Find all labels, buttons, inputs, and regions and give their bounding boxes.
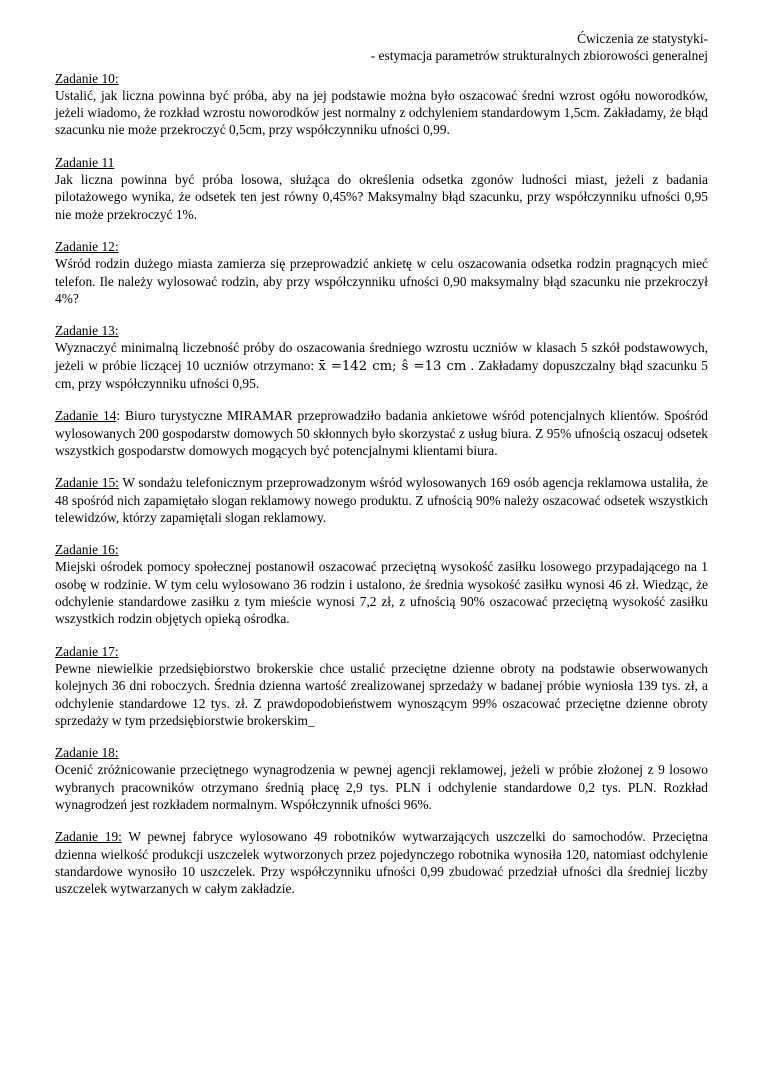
task-13 (55, 322, 708, 392)
task-14-heading-colon: : (116, 408, 121, 424)
task-12-body: Wśród rodzin dużego miasta zamierza się przeprowadzić ankietę w celu oszacowania odsetka rodzin pragnących mieć telefon. Ile należy wylosować rodzin, aby przy współczynniku ufności 0,90 maksymalny błąd szacunku nie przekroczył 4%? (55, 256, 708, 306)
task-18-body: Ocenić zróżnicowanie przeciętnego wynagrodzenia w pewnej agencji reklamowej, jeżeli w próbie złożonej z 9 losowo wybranych pracowników otrzymano średnią płacę 2,9 tys. PLN i odchylenie standardowe 0,2 tys. PLN. Rozkład wynagrodzeń jest rozkładem normalnym. Współczynnik ufności 96%. (55, 762, 708, 812)
task-14 (55, 407, 708, 459)
task-18-heading: Zadanie 18: (55, 745, 119, 761)
task-16-heading: Zadanie 16: (55, 542, 119, 558)
header-line-1: Ćwiczenia ze statystyki- (577, 31, 708, 46)
task-15 (55, 474, 708, 526)
task-10-body: Ustalić, jak liczna powinna być próba, aby na jej podstawie można było oszacować średni wzrost ogółu noworodków, jeżeli wiadomo, że rozkład wzrostu noworodków jest normalny z odchyleniem standardowym 1,5cm. Zakładamy, że błąd szacunku nie może przekroczyć 0,5cm, przy współczynniku ufności 0,99. (55, 87, 708, 138)
task-17-body: Pewne niewielkie przedsiębiorstwo brokerskie chce ustalić przeciętne dzienne obroty na podstawie obserwowanych kolejnych 36 dni roboczych. Średnia dzienna wartość zrealizowanej sprzedaży w badanej próbie wyniosła 139 tys. zł, a odchylenie standardowe 12 tys. zł. Z prawdopodobieństwem wynoszącym 99% oszacować przeciętne dzienne obroty sprzedaży w tym przedsiębiorstwie brokerskim_ (55, 660, 708, 728)
task-15-body: Zadanie 15: W sondażu telefonicznym przeprowadzonym wśród wylosowanych 169 osób agencja reklamowa ustaliła, że 48 spośród nich zapamiętało slogan reklamowy nowego produktu. Z ufnością 90% należy oszacować odsetek wszystkich telewidzów, którzy zapamiętali slogan reklamowy. (55, 475, 708, 525)
task-15-heading: Zadanie 15: (55, 475, 119, 491)
task-18 (55, 744, 708, 813)
task-14-body: Zadanie 14: Biuro turystyczne MIRAMAR przeprowadziło badania ankietowe wśród potencjalnych klientów. Spośród wylosowanych 200 gospodarstw domowych 50 skłonnych było skorzystać z usług biura. Z 95% ufnością oszacuj odsetek wszystkich gospodarstw domowych mogących być potencjalnymi klientami biura. (55, 408, 708, 458)
task-13-formula: x̄ =142 cm; ŝ =13 cm (318, 358, 467, 374)
task-19 (55, 828, 708, 897)
header-line-2: - estymacja parametrów strukturalnych zbiorowości generalnej (370, 48, 708, 64)
task-16-body: Miejski ośrodek pomocy społecznej postanowił oszacować przeciętną wysokość zasiłku losowego przypadającego na 1 osobę w rodzinie. W tym celu wylosowano 36 rodzin i ustalono, że średnia wysokość zasiłku wynosi 46 zł. Wiedząc, że odchylenie standardowe zasiłku z tym mieście wynosi 7,2 zł, z ufnością 90% oszacować przeciętną wysokość zasiłku wszystkich rodzin objętych opieką ośrodka. (55, 559, 708, 627)
task-11-heading: Zadanie 11 (55, 154, 115, 170)
task-12 (55, 238, 708, 307)
task-10-heading: Zadanie 10: (55, 70, 119, 86)
task-13-heading: Zadanie 13: (55, 323, 119, 339)
task-11 (55, 154, 708, 223)
task-11-body: Jak liczna powinna być próba losowa, służąca do określenia odsetka zgonów ludności miast, jeżeli z badania pilotażowego wynika, że odsetek ten jest równy 0,45%? Maksymalny błąd szacunku, przy współczynniku ufności 0,95 nie może przekroczyć 1%. (55, 172, 708, 222)
task-16 (55, 541, 708, 627)
task-13-body: Wyznaczyć minimalną liczebność próby do oszacowania średniego wzrostu uczniów w klasach 5 szkół podstawowych, jeżeli w próbie liczącej 10 uczniów otrzymano: x̄ =142 cm; ŝ =13 cm . Zakładamy dopuszczalny błąd szacunku 5 cm, przy współczynniku ufności 0,95. (55, 340, 708, 392)
task-10 (55, 70, 708, 139)
task-12-heading: Zadanie 12: (55, 238, 119, 254)
document-header (55, 30, 708, 65)
task-14-heading: Zadanie 14 (55, 408, 117, 424)
task-17-heading: Zadanie 17: (55, 643, 119, 659)
task-19-body: Zadanie 19: W pewnej fabryce wylosowano 49 robotników wytwarzających uszczelki do samochodów. Przeciętna dzienna wielkość produkcji uszczelek wytworzonych przez pojedynczego robotnika wynosiła 120, natomiast odchylenie standardowe wynosiło 10 uszczelek. Przy współczynniku ufności 0,99 zbudować przedział ufności dla średniej liczby uszczelek wytwarzanych w całym zakładzie. (55, 829, 708, 897)
task-17 (55, 643, 708, 729)
task-19-heading: Zadanie 19: (55, 829, 122, 845)
